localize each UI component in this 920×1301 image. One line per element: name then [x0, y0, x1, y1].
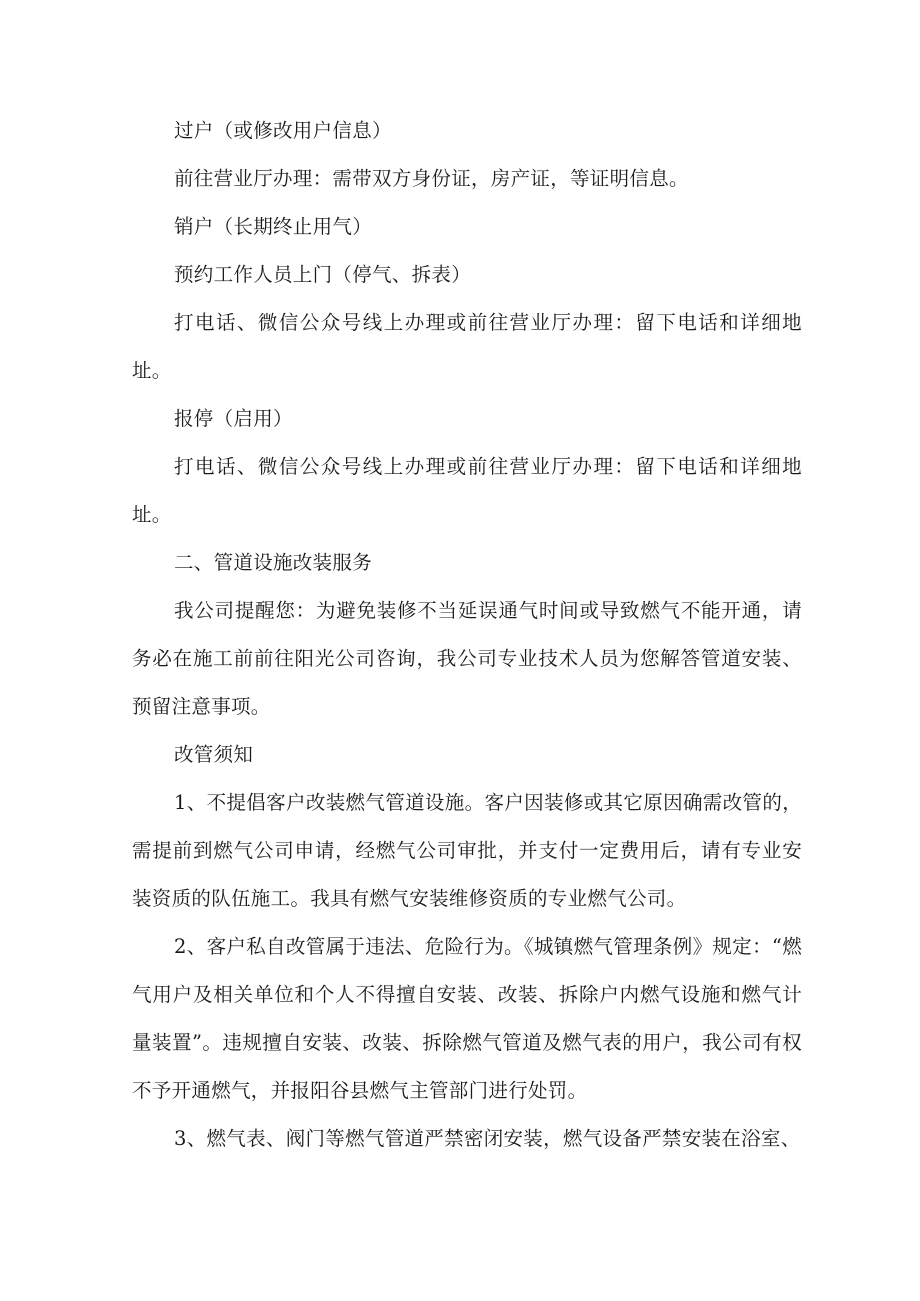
notice-item-1: 1、不提倡客户改装燃气管道设施。客户因装修或其它原因确需改管的，需提前到燃气公司申请，经燃气公司审批，并支付一定费用后，请有专业安装资质的队伍施工。我具有燃气安装维修资质的专业燃气公司。: [132, 791, 802, 910]
heading-transfer: 过户（或修改用户信息）: [174, 119, 392, 142]
notice-item-2: 2、客户私自改管属于违法、危险行为。《城镇燃气管理条例》规定：“燃气用户及相关单位和个人不得擅自安装、改装、拆除户内燃气设施和燃气计量装置”。违规擅自安装、改装、拆除燃气管道及燃气表的用户，我公司有权不予开通燃气，并报阳谷县燃气主管部门进行处罚。: [132, 935, 802, 1102]
paragraph-reminder: 我公司提醒您：为避免装修不当延误通气时间或导致燃气不能开通，请务必在施工前前往阳光公司咨询，我公司专业技术人员为您解答管道安装、预留注意事项。: [132, 599, 802, 718]
paragraph-transfer-instructions: 前往营业厅办理：需带双方身份证，房产证，等证明信息。: [174, 167, 689, 190]
section-heading-pipeline-service: 二、管道设施改装服务: [174, 551, 373, 574]
heading-suspend: 报停（启用）: [174, 407, 293, 430]
paragraph-cancel-instructions: 打电话、微信公众号线上办理或前往营业厅办理：留下电话和详细地址。: [132, 311, 802, 382]
notice-item-3: 3、燃气表、阀门等燃气管道严禁密闭安装，燃气设备严禁安装在浴室、: [174, 1127, 801, 1150]
heading-pipe-change-notice: 改管须知: [174, 743, 254, 766]
paragraph-suspend-instructions: 打电话、微信公众号线上办理或前往营业厅办理：留下电话和详细地址。: [132, 455, 802, 526]
heading-cancel-account: 销户（长期终止用气）: [174, 215, 373, 238]
paragraph-appointment: 预约工作人员上门（停气、拆表）: [174, 263, 472, 286]
